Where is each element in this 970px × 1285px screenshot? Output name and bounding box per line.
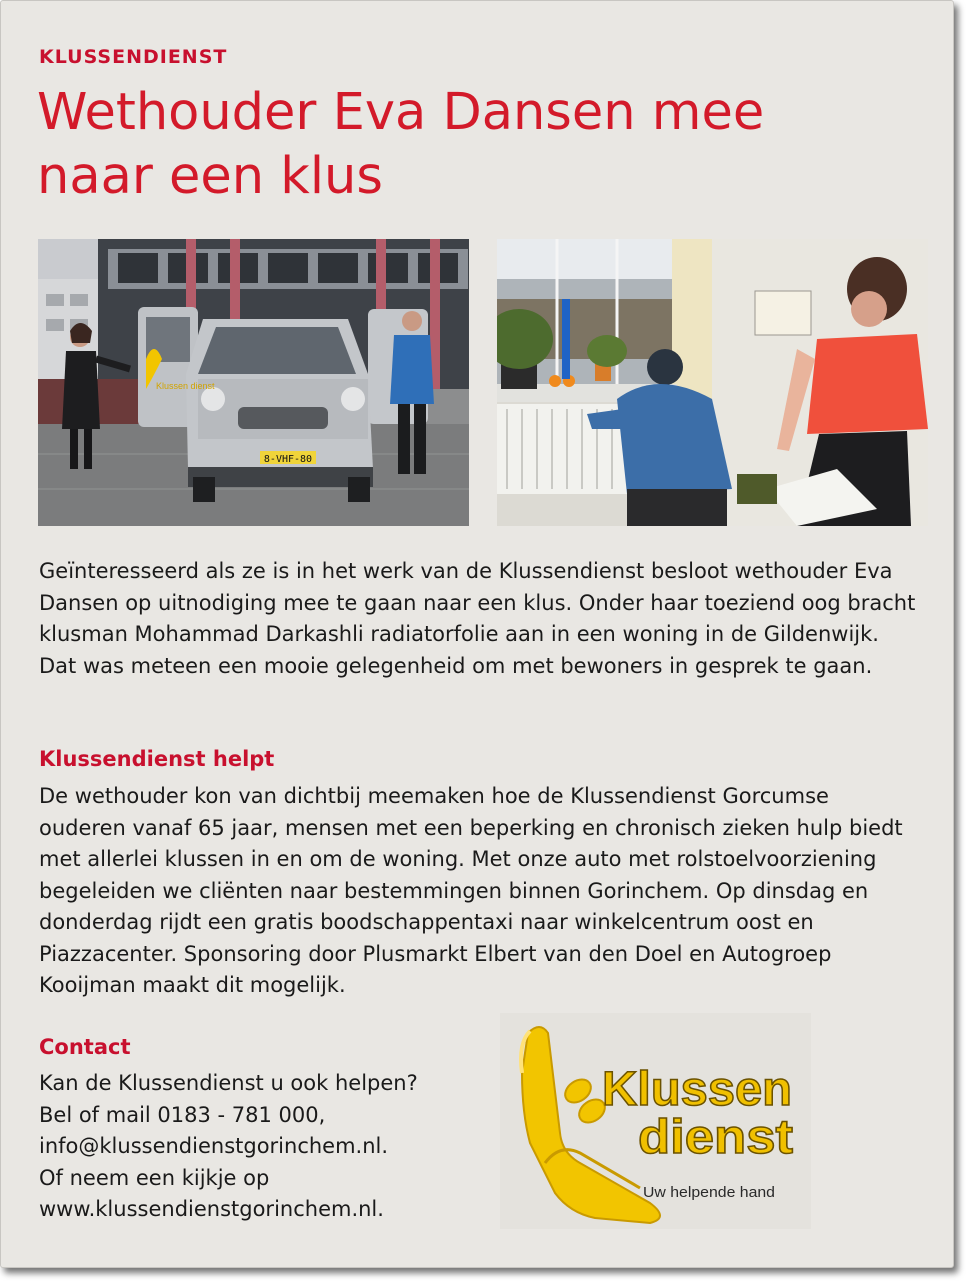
contact-phone: Bel of mail 0183 - 781 000, bbox=[39, 1102, 326, 1127]
license-plate: 8-VHF-80 bbox=[263, 454, 313, 465]
headline bbox=[37, 81, 917, 209]
section-kicker: KLUSSENDIENST bbox=[39, 46, 228, 68]
section-heading-helpt: Klussendienst helpt bbox=[39, 747, 275, 771]
intro-paragraph: Geïnteresseerd als ze is in het werk van de Klussendienst besloot wethouder Eva Dansen op uitnodiging mee te gaan naar een klus. Onder haar toeziend oog bracht klusman Mohammad Darkashli radiatorfolie aan in een woning in de Gildenwijk. Dat was meteen een mooie gelegenheid om met bewoners in gesprek te gaan. bbox=[39, 559, 916, 678]
headline-line: Wethouder Eva Dansen mee bbox=[37, 83, 765, 142]
logo-word-klussen: Klussen bbox=[602, 1063, 792, 1116]
section-paragraph-helpt: De wethouder kon van dichtbij meemaken hoe de Klussendienst Gorcumse ouderen vanaf 65 jaar, mensen met een beperking en chronisch zieken hulp biedt met allerlei klussen in en om de woning. Met onze auto met rolstoelvoorziening begeleiden we cliënten naar bestemmingen binnen Gorinchem. Op dinsdag en donderdag rijdt een gratis boodschappentaxi naar winkelcentrum oost en Piazzacenter. Sponsoring door Plusmarkt Elbert van den Doel en Autogroep Kooijman maakt dit mogelijk. bbox=[39, 784, 903, 997]
contact-line: Of neem een kijkje op bbox=[39, 1165, 270, 1190]
logo-word-dienst: dienst bbox=[638, 1111, 794, 1164]
klussendienst-logo bbox=[500, 1013, 811, 1229]
photo-interior bbox=[497, 239, 928, 526]
contact-website-link[interactable]: www.klussendienstgorinchem.nl. bbox=[39, 1197, 384, 1221]
photo-van bbox=[38, 239, 469, 526]
logo-tagline: Uw helpende hand bbox=[643, 1184, 775, 1201]
headline-line: naar een klus bbox=[37, 147, 383, 206]
van-side-text: Klussen dienst bbox=[156, 381, 215, 391]
contact-block bbox=[39, 1068, 479, 1226]
contact-email-link[interactable]: info@klussendienstgorinchem.nl. bbox=[39, 1134, 389, 1158]
section-heading-contact: Contact bbox=[39, 1035, 131, 1059]
contact-line: Kan de Klussendienst u ook helpen? bbox=[39, 1071, 418, 1095]
